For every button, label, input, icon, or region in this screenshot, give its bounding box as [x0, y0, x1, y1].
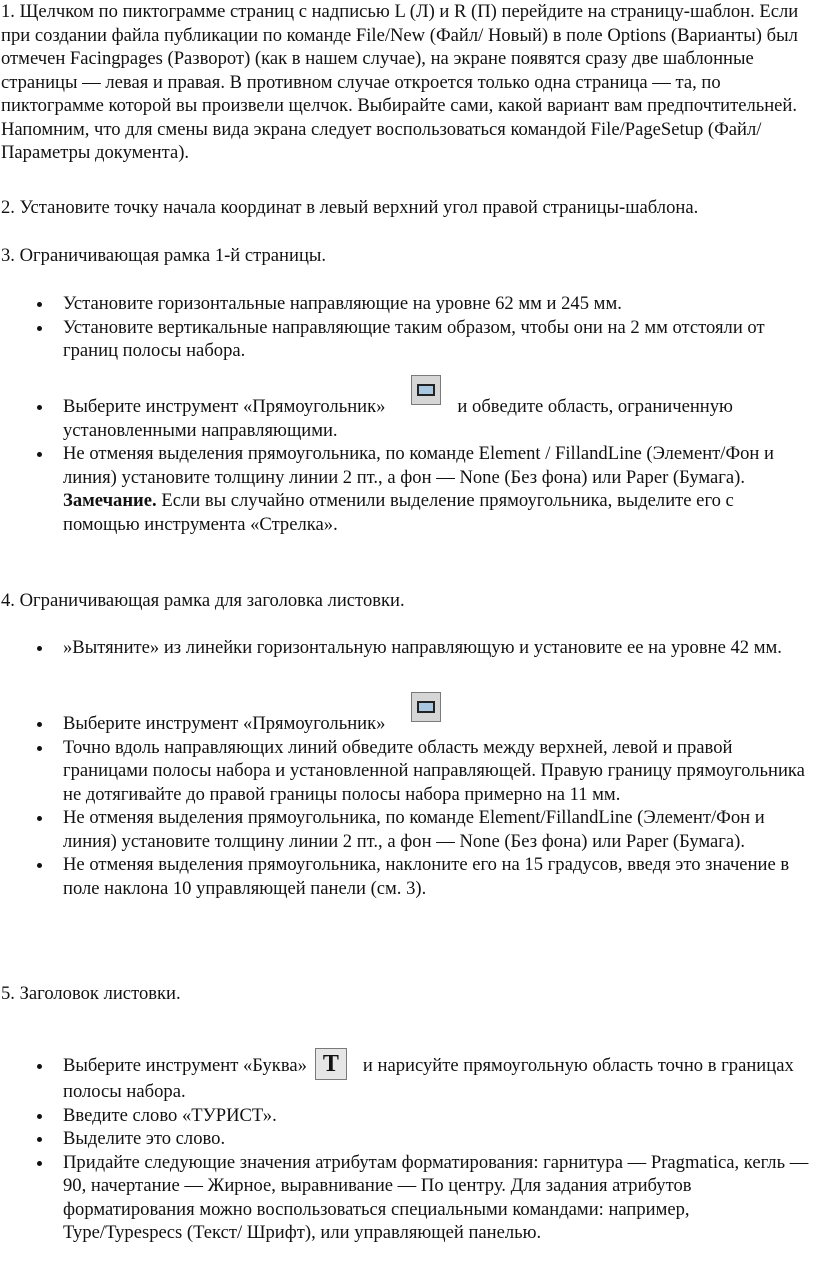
list-item: Не отменяя выделения прямоугольника, наклоните его на 15 градусов, введя это значение в поле наклона 10 управляющей панели (см. 3). — [0, 853, 813, 900]
note-label: Замечание. — [63, 490, 157, 511]
step-2-paragraph: 2. Установите точку начала координат в левый верхний угол правой страницы-шаблона. — [1, 197, 699, 218]
step-4-list — [0, 636, 813, 660]
list-item: Введите слово «ТУРИСТ». — [0, 1104, 813, 1128]
rect-tool-instruction-continued: и обведите область, ограниченную установленными направляющими. — [63, 396, 733, 441]
list-item: Установите вертикальные направляющие таким образом, чтобы они на 2 мм отстояли от границ полосы набора. — [0, 316, 813, 363]
step-3-heading: 3. Ограничивающая рамка 1-й страницы. — [1, 245, 327, 266]
list-item — [0, 1051, 813, 1104]
rect-tool-instruction: Выберите инструмент «Прямоугольник» — [63, 713, 386, 734]
rectangle-tool-icon — [411, 375, 441, 405]
fill-line-instruction: Не отменяя выделения прямоугольника, по команде Element / FillandLine (Элемент/Фон и линия) установите толщину линии 2 пт., а фон — None (Без фона) или Paper (Бумага). — [63, 443, 774, 488]
letter-tool-instruction: Выберите инструмент «Буква» — [63, 1055, 307, 1076]
list-item: Установите горизонтальные направляющие на уровне 62 мм и 245 мм. — [0, 292, 813, 316]
list-item: Выделите это слово. — [0, 1127, 813, 1151]
list-item — [0, 712, 813, 736]
step-3-list-continued — [0, 395, 813, 536]
rectangle-tool-icon — [411, 692, 441, 722]
list-item: Точно вдоль направляющих линий обведите область между верхней, левой и правой границами полосы набора и установленной направляющей. Правую границу прямоугольника не дотягивайте до правой границы полосы набора примерно на 11 мм. — [0, 736, 813, 807]
step-3-list — [0, 292, 813, 363]
rect-tool-instruction: Выберите инструмент «Прямоугольник» — [63, 396, 386, 417]
step-5-list — [0, 1051, 813, 1245]
note-text: Если вы случайно отменили выделение прямоугольника, выделите его с помощью инструмента «Стрелка». — [63, 490, 734, 535]
list-item: Придайте следующие значения атрибутам форматирования: гарнитура — Pragmatica, кегль — 90, начертание — Жирное, выравнивание — По центру. Для задания атрибутов форматирования можно воспользоваться специальными командами: например, Type/Typespecs (Текст/ Шрифт), или управляющей панелью. — [0, 1151, 813, 1245]
step-4-heading: 4. Ограничивающая рамка для заголовка листовки. — [1, 590, 405, 611]
list-item: Не отменяя выделения прямоугольника, по команде Element/FillandLine (Элемент/Фон и линия) установите толщину линии 2 пт., а фон — None (Без фона) или Paper (Бумага). — [0, 806, 813, 853]
text-tool-icon: T — [315, 1048, 347, 1080]
list-item — [0, 442, 813, 536]
step-4-list-continued — [0, 712, 813, 900]
step-1-paragraph: 1. Щелчком по пиктограмме страниц с надписью L (Л) и R (П) перейдите на страницу-шаблон. Если при создании файла публикации по команде File/New (Файл/ Новый) в поле Options (Варианты) был отмечен Facingpages (Разворот) (как в нашем случае), на экране появятся сразу две шаблонные страницы — левая и правая. В противном случае откроется только одна страница — та, по пиктограмме которой вы произвели щелчок. Выбирайте сами, какой вариант вам предпочтительней. Напомним, что для смены вида экрана следует воспользоваться командой File/PageSetup (Файл/Параметры документа). — [1, 1, 799, 163]
step-5-heading: 5. Заголовок листовки. — [1, 983, 181, 1004]
list-item: »Вытяните» из линейки горизонтальную направляющую и установите ее на уровне 42 мм. — [0, 636, 813, 660]
list-item — [0, 395, 813, 442]
letter-tool-instruction-continued: и нарисуйте прямоугольную область точно в границах полосы набора. — [63, 1055, 794, 1102]
